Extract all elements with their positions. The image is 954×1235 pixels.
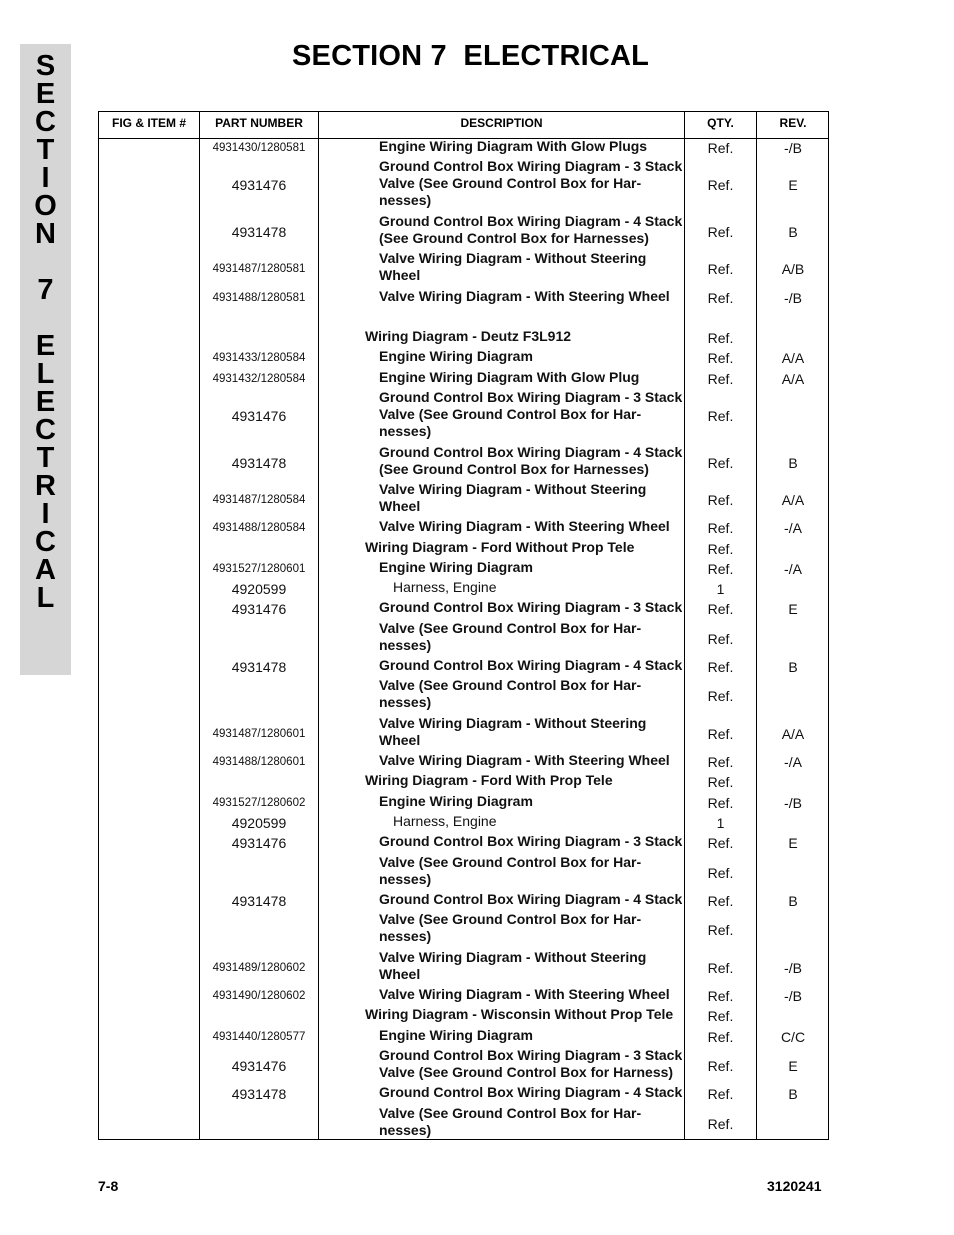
description-line: Valve (See Ground Control Box for Harness) — [379, 1064, 674, 1080]
row-part-number: 4931476 — [231, 835, 287, 851]
row-qty: Ref. — [707, 959, 734, 976]
row-rev: C/C — [780, 1029, 806, 1045]
side-tab-letter: A — [35, 554, 56, 586]
row-part-number: 4931478 — [231, 659, 287, 675]
row-description — [365, 539, 683, 556]
description-line: Valve Wiring Diagram - Without Steering — [379, 949, 647, 965]
side-tab-letter: 7 — [37, 274, 54, 306]
row-description — [379, 1084, 683, 1101]
description-line: (See Ground Control Box for Harnesses) — [379, 230, 649, 246]
row-qty: Ref. — [707, 988, 734, 1004]
row-description — [379, 1105, 683, 1139]
section-side-tab — [20, 44, 71, 675]
row-qty: Ref. — [707, 774, 734, 790]
description-line: Valve (See Ground Control Box for Har- — [379, 406, 642, 422]
row-qty: Ref. — [707, 754, 734, 770]
row-qty: 1 — [716, 581, 725, 597]
column-divider — [318, 111, 319, 1140]
description-line: nesses) — [379, 423, 432, 439]
row-qty: Ref. — [707, 260, 734, 277]
row-part-number: 4931476 — [231, 1057, 287, 1074]
side-tab-letter: I — [41, 498, 50, 530]
row-description — [393, 813, 683, 830]
description-line: nesses) — [379, 928, 432, 944]
description-line: Harness, Engine — [393, 579, 497, 595]
side-tab-letter: O — [34, 190, 57, 222]
description-line: Wheel — [379, 498, 421, 514]
row-description — [379, 854, 683, 888]
description-line: Wheel — [379, 267, 421, 283]
description-line: Ground Control Box Wiring Diagram - 3 Stack — [379, 1047, 683, 1063]
row-qty: Ref. — [707, 371, 734, 387]
row-description — [379, 833, 683, 850]
side-tab-letter: E — [35, 330, 56, 362]
header-part-number: PART NUMBER — [215, 116, 303, 130]
description-line: Wheel — [379, 966, 421, 982]
row-rev: B — [788, 454, 798, 471]
row-rev: A/B — [781, 260, 805, 277]
row-qty: Ref. — [707, 1008, 734, 1024]
row-qty: Ref. — [707, 1029, 734, 1045]
row-qty: Ref. — [707, 659, 734, 675]
row-part-number: 4931488/1280584 — [212, 522, 306, 534]
description-line: Engine Wiring Diagram With Glow Plug — [379, 369, 640, 385]
row-qty: Ref. — [707, 835, 734, 851]
header-fig-item: FIG & ITEM # — [111, 116, 186, 130]
row-part-number: 4931478 — [231, 893, 287, 909]
side-tab-letter: T — [36, 134, 55, 166]
row-part-number: 4931488/1280581 — [212, 292, 306, 304]
header-description: DESCRIPTION — [460, 116, 543, 130]
description-line: Valve Wiring Diagram - Without Steering — [379, 715, 647, 731]
description-line: Ground Control Box Wiring Diagram - 4 Stack — [379, 444, 683, 460]
row-description — [379, 481, 683, 515]
row-part-number: 4931487/1280601 — [212, 727, 306, 740]
row-rev: -/B — [784, 795, 802, 811]
row-part-number: 4931440/1280577 — [212, 1031, 306, 1043]
side-tab-letter: C — [35, 414, 56, 446]
description-line: Ground Control Box Wiring Diagram - 3 Stack — [379, 389, 683, 405]
row-qty: Ref. — [707, 795, 734, 811]
row-rev: A/A — [781, 491, 805, 508]
row-description — [379, 213, 683, 247]
side-tab-letter: C — [35, 106, 56, 138]
side-tab-letter: N — [35, 218, 56, 250]
row-qty: Ref. — [707, 140, 734, 156]
row-qty: 1 — [716, 815, 725, 831]
row-rev: B — [788, 223, 798, 240]
row-rev: E — [788, 601, 798, 617]
row-qty: Ref. — [707, 1115, 734, 1132]
row-description — [379, 599, 683, 616]
row-rev: A/A — [781, 371, 805, 387]
row-part-number: 4931487/1280581 — [212, 262, 306, 275]
side-tab-letter: L — [36, 582, 55, 614]
row-qty: Ref. — [707, 893, 734, 909]
row-qty: Ref. — [707, 687, 734, 704]
row-part-number: 4931476 — [231, 601, 287, 617]
row-description — [379, 518, 683, 535]
description-line: nesses) — [379, 1122, 432, 1138]
row-rev: B — [788, 659, 798, 675]
description-line: Ground Control Box Wiring Diagram - 3 Stack — [379, 833, 683, 849]
row-qty: Ref. — [707, 350, 734, 366]
description-line: Ground Control Box Wiring Diagram - 4 Stack — [379, 891, 683, 907]
row-rev: -/A — [784, 561, 802, 577]
side-tab-letter: R — [35, 470, 56, 502]
row-description — [379, 620, 683, 654]
row-part-number: 4931487/1280584 — [212, 493, 306, 506]
description-line: Harness, Engine — [393, 813, 497, 829]
row-qty: Ref. — [707, 454, 734, 471]
description-line: Valve (See Ground Control Box for Har- — [379, 175, 642, 191]
row-qty: Ref. — [707, 330, 734, 346]
row-description — [379, 288, 683, 305]
row-rev: E — [788, 1057, 798, 1074]
row-part-number: 4931476 — [231, 177, 287, 193]
row-part-number: 4931488/1280601 — [212, 756, 306, 768]
description-line: Valve (See Ground Control Box for Har- — [379, 1105, 642, 1121]
row-description — [379, 657, 683, 674]
row-rev: B — [788, 893, 798, 909]
row-description — [379, 1047, 683, 1081]
description-line: Valve (See Ground Control Box for Har- — [379, 620, 642, 636]
row-rev: -/B — [784, 140, 802, 156]
row-rev: -/A — [784, 520, 802, 536]
description-line: Valve Wiring Diagram - With Steering Wheel — [379, 288, 670, 304]
description-line: nesses) — [379, 637, 432, 653]
row-qty: Ref. — [707, 561, 734, 577]
row-description — [365, 1006, 683, 1023]
description-line: Ground Control Box Wiring Diagram - 3 Stack — [379, 158, 683, 174]
row-qty: Ref. — [707, 1086, 734, 1102]
row-description — [379, 911, 683, 945]
row-rev: A/A — [781, 350, 805, 366]
row-part-number: 4931432/1280584 — [212, 373, 306, 385]
row-qty: Ref. — [707, 601, 734, 617]
row-rev: -/B — [784, 988, 802, 1004]
description-line: Engine Wiring Diagram — [379, 793, 533, 809]
row-part-number: 4931430/1280581 — [212, 142, 306, 154]
header-qty: QTY. — [707, 116, 734, 130]
row-qty: Ref. — [707, 408, 734, 424]
row-description — [379, 250, 683, 284]
row-description — [379, 348, 683, 365]
description-line: nesses) — [379, 192, 432, 208]
row-qty: Ref. — [707, 630, 734, 647]
description-line: Engine Wiring Diagram — [379, 1027, 533, 1043]
row-description — [365, 772, 683, 789]
description-line: nesses) — [379, 871, 432, 887]
description-line: Wiring Diagram - Wisconsin Without Prop Tele — [365, 1006, 674, 1022]
doc-number: 3120241 — [767, 1178, 822, 1194]
header-rev: REV. — [779, 116, 807, 130]
description-line: Valve Wiring Diagram - Without Steering — [379, 250, 647, 266]
side-tab-letter: E — [35, 78, 56, 110]
side-tab-letter: T — [36, 442, 55, 474]
description-line: Ground Control Box Wiring Diagram - 4 Stack — [379, 657, 683, 673]
description-line: Valve (See Ground Control Box for Har- — [379, 854, 642, 870]
description-line: Valve Wiring Diagram - With Steering Wheel — [379, 986, 670, 1002]
row-part-number: 4931490/1280602 — [212, 990, 306, 1002]
page-number: 7-8 — [98, 1178, 119, 1194]
row-description — [379, 559, 683, 576]
row-description — [379, 158, 683, 209]
row-description — [379, 389, 683, 440]
row-rev: E — [788, 177, 798, 193]
row-qty: Ref. — [707, 177, 734, 193]
row-qty: Ref. — [707, 520, 734, 536]
row-part-number: 4931478 — [231, 1086, 287, 1102]
side-tab-letter: L — [36, 358, 55, 390]
side-tab-letter: C — [35, 526, 56, 558]
description-line: Engine Wiring Diagram With Glow Plugs — [379, 138, 648, 154]
description-line: Engine Wiring Diagram — [379, 559, 533, 575]
row-part-number: 4931476 — [231, 408, 287, 424]
row-description — [393, 579, 683, 596]
description-line: Wheel — [379, 732, 421, 748]
description-line: Wiring Diagram - Ford With Prop Tele — [365, 772, 613, 788]
row-rev: A/A — [781, 725, 805, 742]
row-qty: Ref. — [707, 541, 734, 557]
row-qty: Ref. — [707, 491, 734, 508]
row-rev: -/A — [784, 754, 802, 770]
row-description — [379, 444, 683, 478]
row-description — [379, 793, 683, 810]
description-line: Engine Wiring Diagram — [379, 348, 533, 364]
row-qty: Ref. — [707, 725, 734, 742]
description-line: Valve (See Ground Control Box for Har- — [379, 911, 642, 927]
row-description — [365, 328, 683, 345]
row-description — [379, 715, 683, 749]
row-qty: Ref. — [707, 223, 734, 240]
row-part-number: 4931478 — [231, 223, 287, 240]
row-description — [379, 1027, 683, 1044]
side-tab-letter: S — [35, 50, 56, 82]
description-line: Ground Control Box Wiring Diagram - 4 Stack — [379, 1084, 683, 1100]
row-qty: Ref. — [707, 290, 734, 306]
row-part-number: 4920599 — [231, 815, 287, 831]
description-line: nesses) — [379, 694, 432, 710]
row-description — [379, 369, 683, 386]
row-description — [379, 891, 683, 908]
row-part-number: 4931527/1280602 — [212, 797, 306, 809]
row-description — [379, 986, 683, 1003]
row-rev: E — [788, 835, 798, 851]
description-line: Ground Control Box Wiring Diagram - 3 Stack — [379, 599, 683, 615]
row-description — [379, 949, 683, 983]
row-qty: Ref. — [707, 864, 734, 881]
row-rev: B — [788, 1086, 798, 1102]
description-line: Wiring Diagram - Ford Without Prop Tele — [365, 539, 635, 555]
description-line: Wiring Diagram - Deutz F3L912 — [365, 328, 572, 344]
side-tab-letter: I — [41, 162, 50, 194]
row-rev: -/B — [784, 290, 802, 306]
row-part-number: 4931433/1280584 — [212, 352, 306, 364]
row-part-number: 4931478 — [231, 454, 287, 471]
row-qty: Ref. — [707, 1057, 734, 1074]
row-part-number: 4931527/1280601 — [212, 563, 306, 575]
row-part-number: 4920599 — [231, 581, 287, 597]
description-line: (See Ground Control Box for Harnesses) — [379, 461, 649, 477]
description-line: Ground Control Box Wiring Diagram - 4 Stack — [379, 213, 683, 229]
side-tab-letter: E — [35, 386, 56, 418]
description-line: Valve Wiring Diagram - With Steering Wheel — [379, 752, 670, 768]
description-line: Valve (See Ground Control Box for Har- — [379, 677, 642, 693]
description-line: Valve Wiring Diagram - Without Steering — [379, 481, 647, 497]
row-description — [379, 138, 683, 155]
page-title: SECTION 7 ELECTRICAL — [292, 40, 650, 72]
row-rev: -/B — [784, 959, 802, 976]
description-line: Valve Wiring Diagram - With Steering Wheel — [379, 518, 670, 534]
row-description — [379, 677, 683, 711]
row-qty: Ref. — [707, 921, 734, 938]
row-description — [379, 752, 683, 769]
row-part-number: 4931489/1280602 — [212, 961, 306, 974]
